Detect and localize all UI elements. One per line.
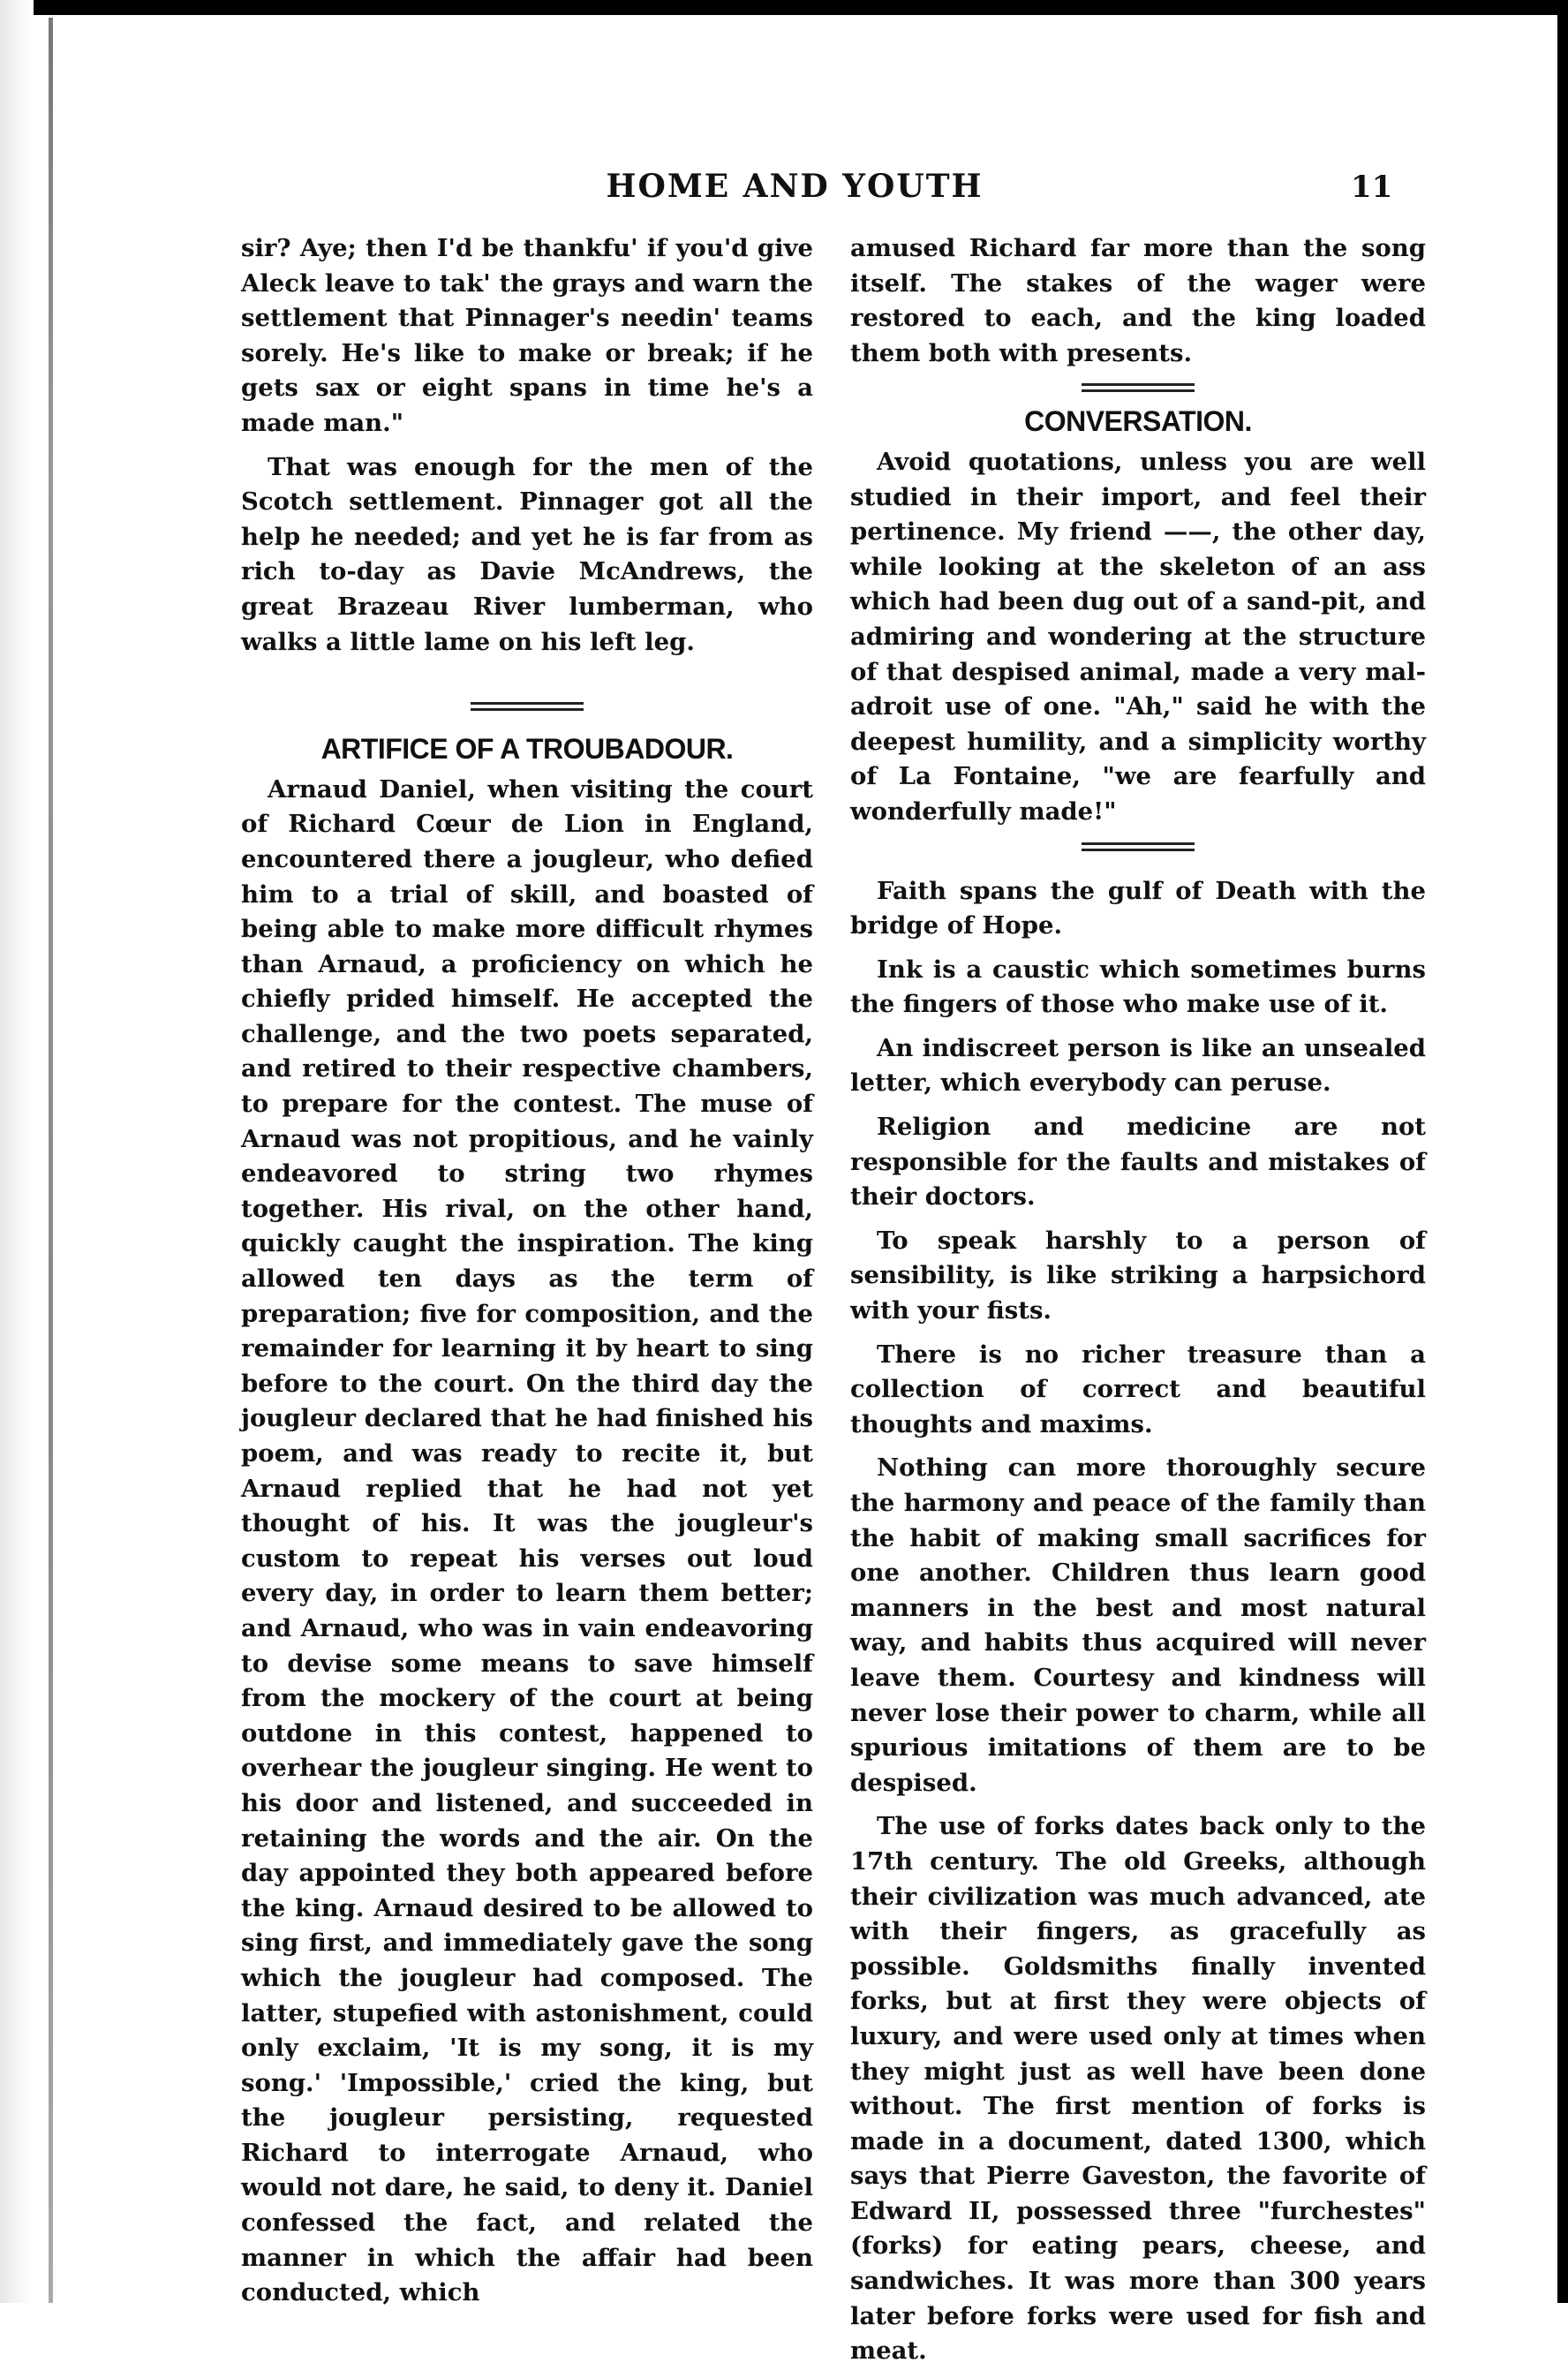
- conversation-heading: CONVERSATION.: [1024, 405, 1252, 438]
- article-body-paragraph: Arnaud Daniel, when visiting the court of Richard Cœur de Lion in England, encountered there a jougleur, who defied him to a trial of skill, and boasted of being able to make more difficult rhymes than Arnaud, a proficiency on which he chiefly prided himself. He accepted the challenge, and the two poets separated, and retired to their respective chambers, to prepare for the contest. The muse of Arnaud was not propitious, and he vainly endeavored to string two rhymes together. His rival, on the other hand, quickly caught the inspiration. The king allowed ten days as the term of preparation; five for composition, and the remainder for learning it by heart to sing before to the court. On the third day the jougleur declared that he had finished his poem, and was ready to recite it, but Arnaud replied that he had not yet thought of his. It was the jougleur's custom to repeat his verses out loud every day, in order to learn them better; and Arnaud, who was in vain endeavoring to devise some means to save himself from the mockery of the court at being outdone in this contest, happened to overhear the jougleur singing. He went to his door and listened, and succeeded in retaining the words and the air. On the day appointed they both appeared before the king. Arnaud desired to be allowed to sing first, and immediately gave the song which the jougleur had composed. The latter, stupefied with astonishment, could only exclaim, 'It is my song, it is my song.' 'Impossible,' cried the king, but the jougleur persisting, requested Richard to interrogate Arnaud, who would not dare, he said, to deny it. Daniel confessed the fact, and related the manner in which the affair had been conducted, which: [241, 774, 813, 2307]
- maxim-paragraph: There is no richer treasure than a collection of correct and beautiful thoughts and maxims.: [850, 1340, 1426, 1438]
- maxim-paragraph: Religion and medicine are not responsible for the faults and mistakes of their doctors.: [850, 1113, 1426, 1212]
- right-column: [850, 231, 1426, 2378]
- scan-top-border: [0, 0, 1568, 15]
- scan-binding-edge: [49, 18, 53, 2303]
- maxim-paragraph: Ink is a caustic which sometimes burns the fingers of those who make use of it.: [850, 955, 1426, 1019]
- conversation-paragraph: Avoid quotations, unless you are well studied in their import, and feel their pertinence. My friend ——, the other day, while looking at the skeleton of an ass which had been dug out of a sand-pit, and admiring and wondering at the structure of that despised animal, made a very mal-adroit use of one. "Ah," said he with the deepest humility, and a simplicity worthy of La Fontaine, "we are fearfully and wonderfully made!": [850, 447, 1426, 826]
- maxim-paragraph: An indiscreet person is like an unsealed letter, which everybody can peruse.: [850, 1033, 1426, 1098]
- section-divider: [1082, 383, 1195, 392]
- left-column: [241, 231, 813, 2320]
- section-divider: [471, 702, 584, 711]
- maxim-paragraph: Faith spans the gulf of Death with the bridge of Hope.: [850, 876, 1426, 940]
- section-divider: [1082, 842, 1195, 851]
- maxim-paragraph: To speak harshly to a person of sensibility, is like striking a harpsichord with your fists.: [850, 1226, 1426, 1325]
- scan-left-margin: [0, 0, 34, 2303]
- story-tail-paragraph: sir? Aye; then I'd be thankfu' if you'd give Aleck leave to tak' the grays and warn the settlement that Pinnager's needin' teams sorely. He's like to make or break; if he gets sax or eight spans in time he's a made man.": [241, 234, 813, 437]
- running-header-title: HOME AND YOUTH: [606, 168, 984, 205]
- article-continuation-paragraph: amused Richard far more than the song itself. The stakes of the wager were restored to each, and the king loaded them both with presents.: [850, 234, 1426, 367]
- scan-right-border: [1557, 0, 1568, 2303]
- maxim-paragraph: Nothing can more thoroughly secure the harmony and peace of the family than the habit of making small sacrifices for one another. Children thus learn good manners in the best and most natural way, and habits thus acquired will never leave them. Courtesy and kindness will never lose their power to charm, while all spurious imitations of them are to be despised.: [850, 1453, 1426, 1797]
- page-number: 11: [1351, 170, 1393, 205]
- maxim-paragraph: The use of forks dates back only to the 17th century. The old Greeks, although their civilization was much advanced, ate with their fingers, as gracefully as possible. Goldsmiths finally invented forks, but at first they were objects of luxury, and were used only at times when they might just as well have been done without. The first mention of forks is made in a document, dated 1300, which says that Pierre Gaveston, the favorite of Edward II, possessed three "furchestes" (forks) for eating pears, cheese, and sandwiches. It was more than 300 years later before forks were used for fish and meat.: [850, 1812, 1426, 2366]
- story-end-paragraph: That was enough for the men of the Scotch settlement. Pinnager got all the help he needed; and yet he is far from as rich to-day as Davie McAndrews, the great Brazeau River lumberman, who walks a little lame on his left leg.: [241, 452, 813, 656]
- article-heading: ARTIFICE OF A TROUBADOUR.: [320, 733, 734, 766]
